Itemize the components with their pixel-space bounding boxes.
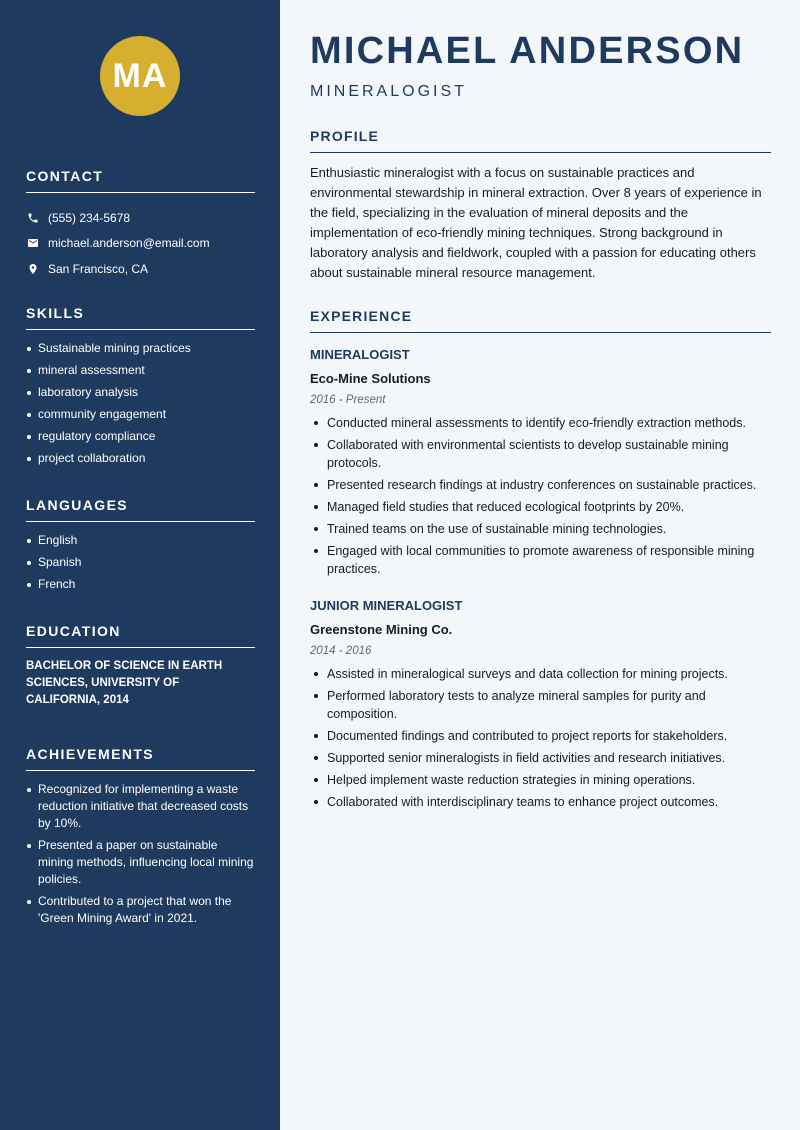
skill-item: Sustainable mining practices xyxy=(26,340,255,357)
job-bullet: Presented research findings at industry conferences on sustainable practices. xyxy=(310,476,771,494)
achievement-item: Recognized for implementing a waste reduction initiative that decreased costs by 10%. xyxy=(26,781,255,832)
job-dates: 2014 - 2016 xyxy=(310,645,372,657)
avatar-initials: MA xyxy=(100,36,180,116)
email-icon xyxy=(26,236,40,250)
candidate-title: MINERALOGIST xyxy=(310,83,467,100)
achievements-heading: ACHIEVEMENTS xyxy=(26,746,255,771)
contact-location-text: San Francisco, CA xyxy=(48,261,149,276)
skills-list xyxy=(26,340,255,467)
job-title: JUNIOR MINERALOGIST xyxy=(310,598,463,613)
job-bullet: Collaborated with environmental scientists to develop sustainable mining protocols. xyxy=(310,436,771,472)
job-bullet: Managed field studies that reduced ecological footprints by 20%. xyxy=(310,498,771,516)
achievements-list xyxy=(26,781,255,927)
job-bullet: Collaborated with interdisciplinary teams to enhance project outcomes. xyxy=(310,793,771,811)
language-item: English xyxy=(26,532,255,549)
candidate-name: MICHAEL ANDERSON xyxy=(310,30,745,72)
experience-heading: EXPERIENCE xyxy=(310,308,771,333)
contact-location xyxy=(26,256,255,282)
language-item: Spanish xyxy=(26,554,255,571)
job-bullets xyxy=(310,414,771,578)
contact-email-text: michael.anderson@email.com xyxy=(48,236,210,251)
profile-heading: PROFILE xyxy=(310,128,771,153)
job-entry xyxy=(310,598,771,815)
contact-email[interactable] xyxy=(26,231,255,257)
skill-item: community engagement xyxy=(26,406,255,423)
job-entry xyxy=(310,347,771,582)
job-bullet: Trained teams on the use of sustainable mining technologies. xyxy=(310,520,771,538)
profile-text: Enthusiastic mineralogist with a focus on sustainable practices and environmental stewardship in mineral extraction. Over 8 years of experience in the field, specializing in the evaluation of mineral deposits and the implementation of eco-friendly mining techniques. Strong background in laboratory analysis and fieldwork, coupled with a passion for educating others about sustainable mineral resource management. xyxy=(310,165,762,280)
education-degree: BACHELOR OF SCIENCE IN EARTH SCIENCES, UNIVERSITY OF CALIFORNIA, 2014 xyxy=(26,660,223,706)
profile-section xyxy=(310,128,771,283)
language-item: French xyxy=(26,576,255,593)
job-bullet: Documented findings and contributed to project reports for stakeholders. xyxy=(310,727,771,745)
languages-heading: LANGUAGES xyxy=(26,497,255,522)
languages-list xyxy=(26,532,255,593)
skill-item: regulatory compliance xyxy=(26,428,255,445)
achievements-section xyxy=(26,746,255,932)
job-bullet: Conducted mineral assessments to identify eco-friendly extraction methods. xyxy=(310,414,771,432)
job-dates: 2016 - Present xyxy=(310,394,386,406)
contact-phone-text: (555) 234-5678 xyxy=(48,210,131,225)
phone-icon xyxy=(26,211,40,225)
contact-phone[interactable] xyxy=(26,205,255,231)
job-bullet: Supported senior mineralogists in field activities and research initiatives. xyxy=(310,749,771,767)
job-company: Greenstone Mining Co. xyxy=(310,622,453,637)
job-bullet: Helped implement waste reduction strategies in mining operations. xyxy=(310,771,771,789)
skill-item: laboratory analysis xyxy=(26,384,255,401)
contact-heading: CONTACT xyxy=(26,168,255,193)
skill-item: project collaboration xyxy=(26,450,255,467)
job-title: MINERALOGIST xyxy=(310,347,410,362)
job-bullet: Assisted in mineralogical surveys and data collection for mining projects. xyxy=(310,665,771,683)
contact-list xyxy=(26,205,255,282)
achievement-item: Presented a paper on sustainable mining methods, influencing local mining policies. xyxy=(26,837,255,888)
job-bullet: Engaged with local communities to promote awareness of responsible mining practices. xyxy=(310,542,771,578)
education-heading: EDUCATION xyxy=(26,623,255,648)
location-pin-icon xyxy=(26,262,40,276)
job-bullets xyxy=(310,665,771,811)
achievement-item: Contributed to a project that won the 'Green Mining Award' in 2021. xyxy=(26,893,255,927)
job-company: Eco-Mine Solutions xyxy=(310,371,431,386)
contact-section xyxy=(26,168,255,282)
languages-section xyxy=(26,497,255,598)
sidebar xyxy=(0,0,280,1130)
skill-item: mineral assessment xyxy=(26,362,255,379)
skills-heading: SKILLS xyxy=(26,305,255,330)
education-section xyxy=(26,623,255,709)
skills-section xyxy=(26,305,255,472)
job-bullet: Performed laboratory tests to analyze mineral samples for purity and composition. xyxy=(310,687,771,723)
experience-section xyxy=(310,308,771,333)
